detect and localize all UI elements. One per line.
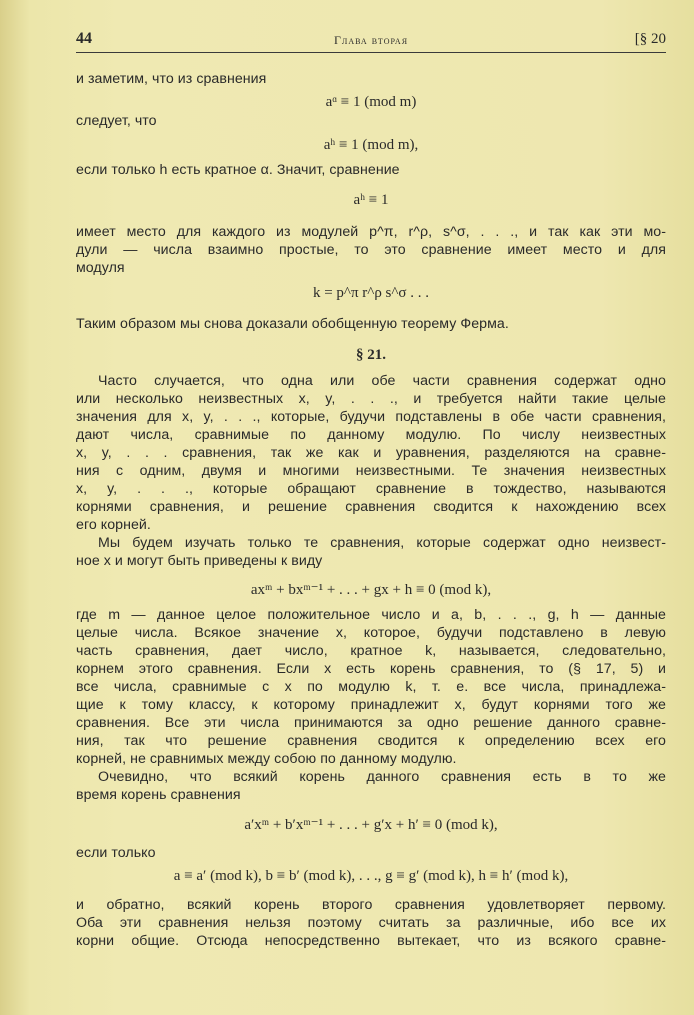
text-line: Мы будем изучать только те сравнения, которые содержат одно неизвест- bbox=[98, 535, 666, 551]
text-line: имеет место для каждого из модулей p^π, r^ρ, s^σ, . . ., и так как эти мо- bbox=[76, 224, 666, 240]
formula-main-congruence: axᵐ + bxᵐ⁻¹ + . . . + gx + h ≡ 0 (mod k), bbox=[250, 582, 492, 598]
formula: aʰ ≡ 1 bbox=[353, 192, 389, 208]
page-number: 44 bbox=[76, 30, 92, 47]
section-reference: [§ 20 bbox=[634, 31, 666, 47]
text-line: и заметим, что из сравнения bbox=[76, 71, 267, 87]
text-line: ния, так что решение сравнения сводится к определению всех его bbox=[76, 733, 666, 749]
text-line: если только h есть кратное α. Значит, сравнение bbox=[76, 162, 400, 178]
text-line: корнем этого сравнения. Если x есть корень сравнения, то (§ 17, 5) и bbox=[76, 661, 666, 677]
text-line: где m — данное целое положительное число и a, b, . . ., g, h — данные bbox=[76, 607, 666, 623]
formula: aᵅ ≡ 1 (mod m) bbox=[325, 94, 417, 110]
text-line: и обратно, всякий корень второго сравнения удовлетворяет первому. bbox=[76, 897, 666, 913]
chapter-title: Глава вторая bbox=[333, 33, 409, 47]
text-line: дули — числа взаимно простые, то это сравнение имеет место и для bbox=[76, 242, 666, 258]
text-line: Очевидно, что всякий корень данного сравнения есть в то же bbox=[98, 769, 666, 785]
text-line: модуля bbox=[76, 260, 125, 276]
text-line: x, y, . . ., которые обращают сравнение в тождество, называются bbox=[76, 481, 666, 497]
text-line: Оба эти сравнения нельзя поэтому считать за различные, ибо все их bbox=[76, 915, 666, 931]
text-line: Таким образом мы снова доказали обобщенную теорему Ферма. bbox=[76, 316, 509, 332]
text-line: если только bbox=[76, 845, 156, 861]
text-line: его корней. bbox=[76, 517, 151, 533]
text-line: целые числа. Всякое значение x, которое, будучи подставлено в левую bbox=[76, 625, 666, 641]
text-line: корнями сравнения, и решение сравнения сводится к нахождению всех bbox=[76, 499, 666, 515]
formula: aʰ ≡ 1 (mod m), bbox=[323, 137, 419, 153]
text-line: следует, что bbox=[76, 113, 157, 129]
text-line: Часто случается, что одна или обе части сравнения содержат одно bbox=[98, 373, 666, 389]
formula-conditions: a ≡ a′ (mod k), b ≡ b′ (mod k), . . ., g ≡ g′ (mod k), h ≡ h′ (mod k), bbox=[173, 868, 569, 884]
text-line: x, y, . . . сравнения, так же как и уравнения, разделяются на сравне- bbox=[76, 445, 666, 461]
text-line: дают числа, сравнимые по данному модулю. По числу неизвестных bbox=[76, 427, 666, 443]
formula-second-congruence: a′xᵐ + b′xᵐ⁻¹ + . . . + g′x + h′ ≡ 0 (mod k), bbox=[244, 817, 498, 833]
text-line: или несколько неизвестных x, y, . . ., и требуется найти такие целые bbox=[76, 391, 666, 407]
text-line: время корень сравнения bbox=[76, 787, 241, 803]
section-title: § 21. bbox=[356, 347, 386, 363]
text-line: ния с одним, двумя и многими неизвестными. Те значения неизвестных bbox=[76, 463, 666, 479]
text-line: корни общие. Отсюда непосредственно вытекает, что из всякого сравне- bbox=[76, 933, 666, 949]
text-line: значения для x, y, . . ., которые, будучи подставлены в обе части сравнения, bbox=[76, 409, 666, 425]
text-line: щие к тому классу, к которому принадлежит x, будут корнями того же bbox=[76, 697, 666, 713]
text-line: ное x и могут быть приведены к виду bbox=[76, 553, 323, 569]
text-line: корней, не сравнимых между собою по данному модулю. bbox=[76, 751, 457, 767]
formula: k = p^π r^ρ s^σ . . . bbox=[312, 285, 430, 301]
text-line: часть сравнения, дает число, кратное k, называется, следовательно, bbox=[76, 643, 666, 659]
running-header bbox=[76, 26, 666, 53]
text-line: все числа, сравнимые с x по модулю k, т. е. все числа, принадлежа- bbox=[76, 679, 666, 695]
text-line: сравнения. Все эти числа принимаются за одно решение данного сравне- bbox=[76, 715, 666, 731]
